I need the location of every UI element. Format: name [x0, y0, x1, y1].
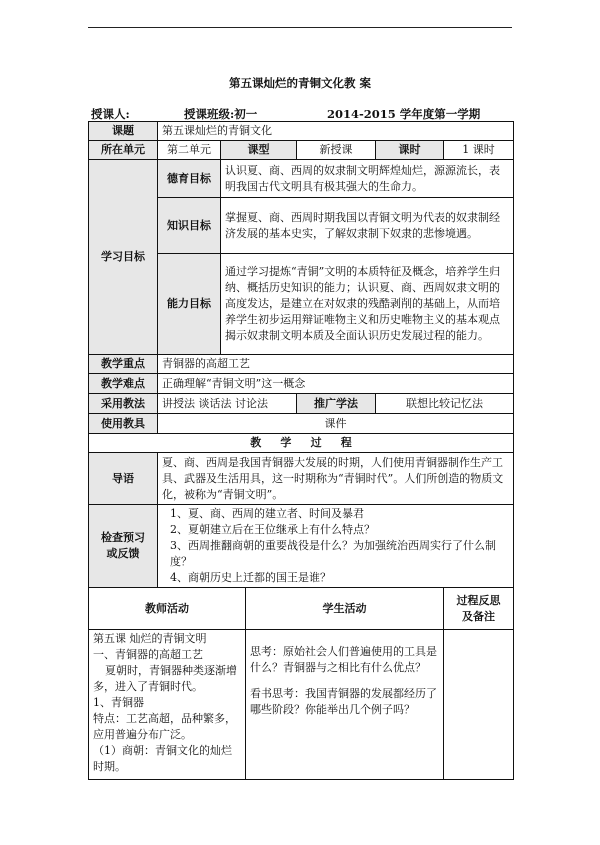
ability-goal-text: 通过学习提炼“青铜”文明的本质特征及概念，培养学生归纳、概括历史知识的能力；认识夏、商、西周奴隶文明的高度发达，是建立在对奴隶的残酷剥削的基础上，从而培养学生初步运用辩证唯物主义和历史唯物主义的基本观点揭示奴隶制文明本质及全面认识历史发展过程的能力。	[221, 254, 514, 355]
process-char: 程	[340, 436, 352, 449]
teacher-line: 一、青铜器的高超工艺	[93, 648, 203, 661]
review-row	[89, 505, 514, 588]
knowledge-goal-label: 知识目标	[158, 198, 221, 254]
method-text: 讲授法 谈话法 讨论法	[158, 394, 297, 414]
teacher-line: 夏朝时，青铜器种类逐渐增多，进入了青铜时代。	[93, 664, 237, 693]
teacher-line: 1、青铜器	[93, 696, 144, 709]
ability-goal-label: 能力目标	[158, 254, 221, 355]
topic-label: 课题	[89, 122, 158, 141]
type-value: 新授课	[297, 141, 376, 160]
review-label-line: 或反馈	[106, 547, 140, 560]
tools-text: 课件	[158, 414, 514, 434]
method-label: 采用教法	[89, 394, 158, 414]
difficulty-text: 正确理解“青铜文明”这一概念	[158, 374, 514, 394]
focus-label: 教学重点	[89, 355, 158, 374]
intro-row	[89, 453, 514, 505]
process-char: 学	[280, 436, 292, 449]
unit-row	[89, 141, 514, 160]
student-question: 看书思考：我国青铜器的发展都经历了哪些阶段？你能举出几个例子吗？	[250, 687, 437, 716]
review-item: 2、夏朝建立后在王位继承上有什么特点？	[170, 523, 375, 536]
method-row	[89, 394, 514, 414]
student-activity-content	[246, 630, 444, 780]
type-label: 课型	[221, 141, 297, 160]
promote-label: 推广学法	[297, 394, 376, 414]
lesson-plan-table	[88, 121, 514, 780]
difficulty-row	[89, 374, 514, 394]
difficulty-label: 教学难点	[89, 374, 158, 394]
goals-label: 学习目标	[89, 160, 158, 355]
top-rule	[88, 27, 512, 28]
hours-value: 1 课时	[444, 141, 514, 160]
review-label	[89, 505, 158, 588]
tools-row	[89, 414, 514, 434]
reflection-content	[444, 630, 514, 780]
unit-label: 所在单元	[89, 141, 158, 160]
reflection-label-line: 及备注	[462, 609, 495, 623]
student-activity-label: 学生活动	[246, 588, 444, 630]
knowledge-goal-text: 掌握夏、商、西周时期我国以青铜文明为代表的奴隶制经济发展的基本史实，了解奴隶制下奴隶的悲惨境遇。	[221, 198, 514, 254]
teacher-activity-content	[89, 630, 246, 780]
intro-label: 导语	[89, 453, 158, 505]
student-question: 思考：原始社会人们普遍使用的工具是什么？青铜器与之相比有什么优点？	[250, 645, 437, 674]
focus-row	[89, 355, 514, 374]
review-list	[158, 505, 514, 588]
activity-content-row	[89, 630, 514, 780]
process-heading	[89, 434, 514, 453]
teacher-label: 授课人:	[91, 107, 130, 121]
teacher-line: 第五课 灿烂的青铜文明	[93, 632, 207, 645]
moral-goal-text: 认识夏、商、西周的奴隶制文明辉煌灿烂，源源流长，表明我国古代文明具有极其强大的生命力。	[221, 160, 514, 198]
hours-label: 课时	[376, 141, 444, 160]
focus-text: 青铜器的高超工艺	[158, 355, 514, 374]
teacher-line: 特点：工艺高超，品种繁多，应用普遍分布广泛。	[93, 712, 236, 741]
intro-text: 夏、商、西周是我国青铜器大发展的时期，人们使用青铜器制作生产工具、武器及生活用具，这一时期称为“青铜时代”。人们所创造的物质文化，被称为“青铜文明”。	[158, 453, 514, 505]
reflection-label-line: 过程反思	[456, 593, 501, 607]
moral-goal-row	[89, 160, 514, 198]
class-label: 授课班级:初一	[184, 107, 258, 121]
process-header-row	[89, 434, 514, 453]
topic-row	[89, 122, 514, 141]
topic-value: 第五课灿烂的青铜文化	[158, 122, 514, 141]
review-item: 3、西周推翻商朝的重要战役是什么？为加强统治西周实行了什么制度？	[170, 539, 496, 568]
term-label: 2014-2015 学年度第一学期	[327, 107, 481, 121]
process-char: 教	[250, 436, 262, 449]
tools-label: 使用教具	[89, 414, 158, 434]
moral-goal-label: 德育目标	[158, 160, 221, 198]
review-item: 1、夏、商、西周的建立者、时间及暴君	[170, 507, 364, 520]
process-char: 过	[310, 436, 322, 449]
activity-header-row	[89, 588, 514, 630]
review-label-line: 检查预习	[101, 531, 145, 544]
teacher-line: （1）商朝：青铜文化的灿烂时期。	[93, 744, 232, 773]
review-item: 4、商朝历史上迁都的国王是谁？	[170, 571, 331, 584]
unit-value: 第二单元	[158, 141, 221, 160]
reflection-label	[444, 588, 514, 630]
page-title: 第五课灿烂的青铜文化教 案	[228, 76, 371, 90]
promote-text: 联想比较记忆法	[376, 394, 514, 414]
teacher-activity-label: 教师活动	[89, 588, 246, 630]
